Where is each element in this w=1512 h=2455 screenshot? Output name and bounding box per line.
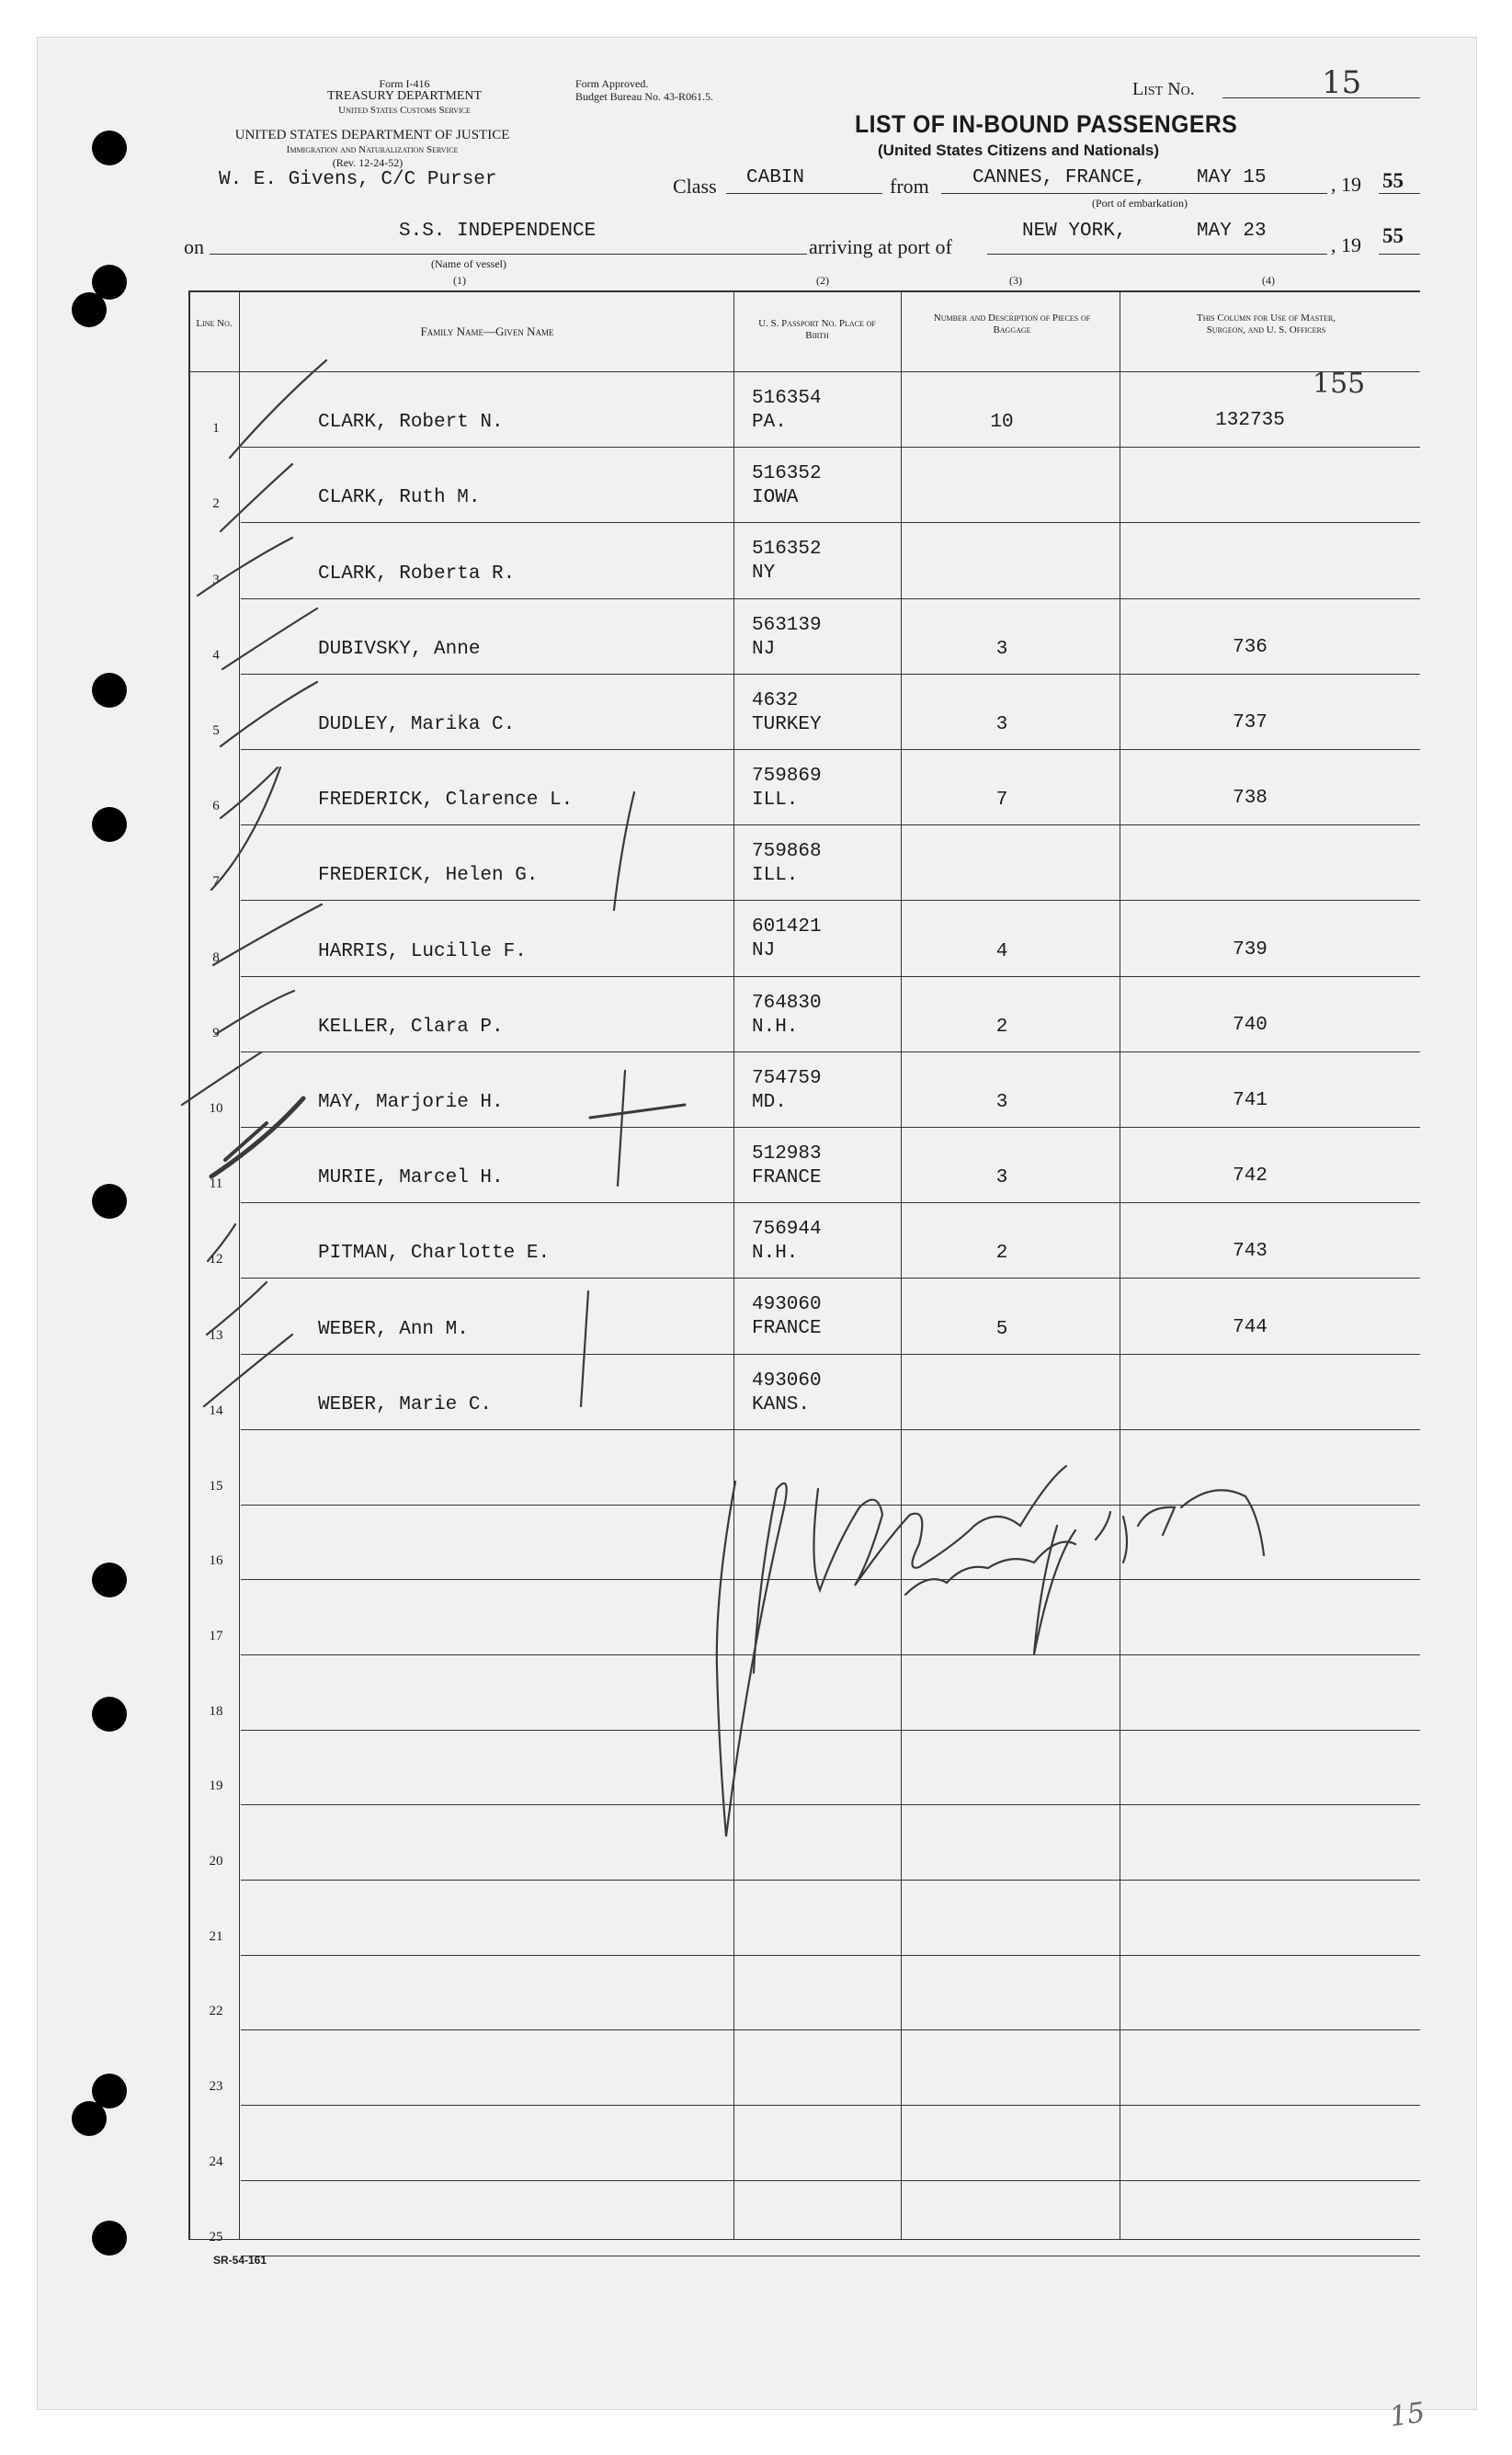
line-number: 17 [209, 1628, 223, 1643]
budget-bureau: Budget Bureau No. 43-R061.5. [575, 90, 713, 103]
passport-number: 493060 [752, 1370, 822, 1392]
header-baggage: Number and Description of Pieces of Baggage [933, 313, 1091, 335]
place-of-birth: TURKEY [752, 713, 822, 735]
baggage-count: 4 [995, 940, 1008, 962]
place-of-birth: FRANCE [752, 1167, 822, 1188]
passport-number: 516352 [752, 463, 822, 485]
line-number: 3 [212, 572, 220, 587]
form-subtitle: (United States Citizens and Nationals) [878, 142, 1160, 159]
from-port: CANNES, FRANCE, [972, 167, 1147, 188]
class-value: CABIN [746, 167, 805, 188]
line-number: 7 [212, 874, 220, 890]
baggage-count: 7 [995, 790, 1008, 812]
line-number: 22 [209, 2004, 223, 2019]
from-year: 55 [1382, 169, 1404, 192]
officer-number: 132735 [1215, 410, 1285, 432]
line-number: 1 [212, 421, 220, 437]
form-number: Form I-416 [379, 77, 430, 90]
officer-number: 743 [1233, 1241, 1268, 1263]
officer-number: 744 [1233, 1316, 1268, 1338]
place-of-birth: NJ [752, 638, 776, 660]
line-number: 23 [209, 2079, 223, 2095]
place-of-birth: NY [752, 563, 776, 585]
col-num-3: (3) [1009, 274, 1022, 287]
officer-number: 739 [1233, 938, 1268, 960]
passport-number: 754759 [752, 1067, 822, 1089]
passenger-name: DUDLEY, Marika C. [318, 714, 516, 735]
arrival-date: MAY 23 [1197, 221, 1267, 242]
line-number: 24 [209, 2154, 223, 2169]
arrival-year: 55 [1382, 224, 1404, 247]
baggage-count: 3 [995, 1092, 1008, 1113]
place-of-birth: N.H. [752, 1016, 799, 1038]
passenger-name: WEBER, Ann M. [318, 1318, 469, 1340]
passport-number: 759868 [752, 841, 822, 863]
passenger-name: CLARK, Robert N. [318, 412, 504, 434]
col-num-4: (4) [1262, 274, 1275, 287]
form-title: LIST OF IN-BOUND PASSENGERS [855, 110, 1238, 138]
baggage-count: 3 [995, 714, 1008, 735]
line-number: 19 [209, 1779, 223, 1794]
passenger-name: CLARK, Roberta R. [318, 563, 516, 585]
line-number: 2 [212, 496, 220, 512]
from-label: from [890, 175, 929, 198]
passenger-name: MAY, Marjorie H. [318, 1092, 504, 1113]
passport-number: 4632 [752, 689, 799, 711]
passenger-name: FREDERICK, Clarence L. [318, 790, 574, 812]
line-number: 15 [209, 1478, 223, 1494]
baggage-count: 5 [995, 1318, 1008, 1340]
header-officers: This Column for Use of Master, Surgeon, and U. S. Officers [1197, 313, 1336, 335]
officer-number: 741 [1233, 1090, 1268, 1111]
dept-treasury: TREASURY DEPARTMENT [326, 89, 483, 103]
passenger-name: MURIE, Marcel H. [318, 1167, 504, 1189]
place-of-birth: ILL. [752, 865, 799, 887]
form-code: SR-54-161 [213, 2254, 267, 2267]
passenger-name: DUBIVSKY, Anne [318, 638, 481, 660]
header-name: Family Name—Given Name [420, 324, 554, 338]
baggage-count: 3 [995, 638, 1008, 660]
vessel-name: S.S. INDEPENDENCE [399, 221, 597, 242]
line-number: 11 [209, 1176, 223, 1192]
passenger-name: WEBER, Marie C. [318, 1393, 493, 1415]
officer-number: 737 [1233, 712, 1268, 733]
passport-number: 759869 [752, 766, 822, 787]
line-number: 10 [209, 1101, 223, 1116]
line-number: 5 [212, 723, 220, 738]
purser-name: W. E. Givens, C/C Purser [219, 169, 497, 190]
list-no-value: 15 [1322, 64, 1362, 101]
passenger-name: PITMAN, Charlotte E. [318, 1243, 551, 1265]
col-num-2: (2) [816, 274, 829, 287]
place-of-birth: NJ [752, 940, 776, 962]
baggage-count: 2 [995, 1016, 1008, 1038]
line-number: 9 [212, 1025, 220, 1040]
passport-number: 516352 [752, 539, 822, 561]
line-number: 25 [209, 2229, 223, 2245]
officer-number: 738 [1233, 788, 1268, 810]
header-passport: U. S. Passport No. Place of Birth [758, 318, 876, 341]
passport-number: 493060 [752, 1294, 822, 1316]
port-embark-caption: (Port of embarkation) [1092, 197, 1188, 210]
baggage-count: 3 [995, 1167, 1008, 1189]
col-num-1: (1) [453, 274, 466, 287]
place-of-birth: ILL. [752, 790, 799, 811]
form-approved: Form Approved. [575, 77, 649, 90]
arriving-label: arriving at port of [809, 235, 952, 258]
place-of-birth: KANS. [752, 1393, 811, 1415]
from-year-prefix: , 19 [1331, 173, 1361, 196]
revision: (Rev. 12-24-52) [332, 156, 404, 169]
passport-number: 764830 [752, 992, 822, 1014]
place-of-birth: PA. [752, 412, 787, 433]
officer-number: 742 [1233, 1165, 1268, 1188]
line-number: 6 [212, 799, 220, 814]
passport-number: 512983 [752, 1143, 822, 1165]
header-line-no: Line No. [196, 318, 233, 329]
class-label: Class [673, 175, 717, 198]
vessel-caption: (Name of vessel) [431, 257, 506, 270]
arrival-year-prefix: , 19 [1331, 233, 1361, 256]
list-no-label: List No. [1132, 79, 1195, 99]
line-number: 21 [209, 1928, 223, 1944]
place-of-birth: N.H. [752, 1243, 799, 1265]
passenger-name: HARRIS, Lucille F. [318, 940, 527, 962]
line-number: 18 [209, 1703, 223, 1719]
passport-number: 601421 [752, 916, 822, 938]
line-number: 4 [212, 647, 220, 663]
place-of-birth: MD. [752, 1091, 787, 1113]
dept-justice-sub: Immigration and Naturalization Service [286, 144, 459, 155]
line-number: 8 [212, 949, 220, 965]
arrival-port: NEW YORK, [1022, 221, 1127, 242]
passenger-name: FREDERICK, Helen G. [318, 865, 539, 887]
dept-treasury-sub: United States Customs Service [338, 105, 471, 116]
baggage-count: 10 [990, 412, 1014, 434]
page-mark: 15 [1387, 2396, 1427, 2434]
passport-number: 756944 [752, 1219, 822, 1241]
passport-number: 563139 [752, 614, 822, 636]
place-of-birth: IOWA [752, 487, 799, 509]
line-number: 14 [209, 1403, 223, 1418]
officer-number: 736 [1233, 636, 1268, 658]
officer-number: 740 [1233, 1014, 1268, 1036]
line-number: 20 [209, 1854, 223, 1869]
place-of-birth: FRANCE [752, 1318, 822, 1340]
dept-justice: UNITED STATES DEPARTMENT OF JUSTICE [234, 128, 510, 142]
line-number: 13 [209, 1327, 223, 1343]
passenger-name: KELLER, Clara P. [318, 1016, 504, 1038]
line-number: 12 [209, 1252, 223, 1267]
officer-note: 155 [1313, 368, 1366, 400]
on-label: on [184, 235, 204, 258]
passport-number: 516354 [752, 388, 822, 409]
from-date: MAY 15 [1197, 167, 1267, 188]
baggage-count: 2 [995, 1243, 1008, 1265]
line-number: 16 [209, 1553, 223, 1569]
passenger-name: CLARK, Ruth M. [318, 487, 481, 509]
